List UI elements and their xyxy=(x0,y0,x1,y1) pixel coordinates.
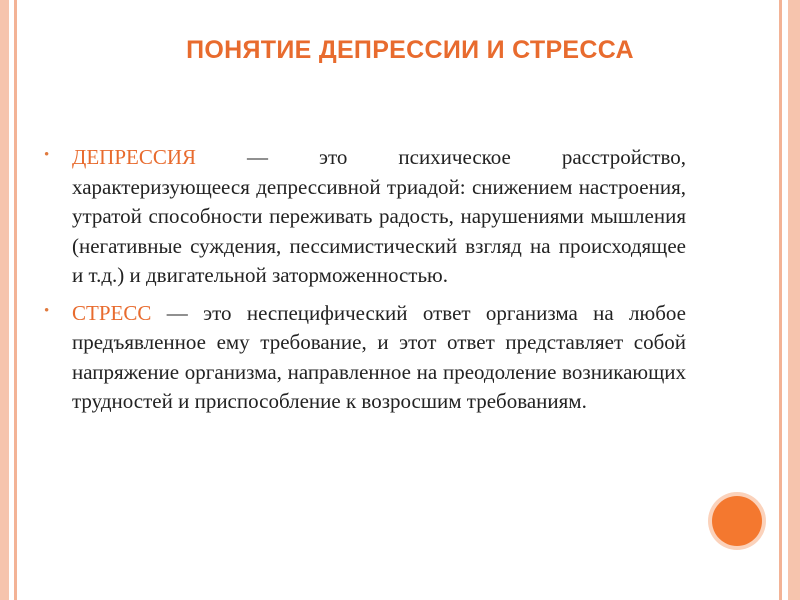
slide-title: ПОНЯТИЕ ДЕПРЕССИИ И СТРЕССА xyxy=(186,36,634,64)
right-border-bar xyxy=(788,0,800,600)
list-item-stress xyxy=(38,299,686,417)
term-stress: СТРЕСС xyxy=(72,300,152,325)
left-border-bar xyxy=(0,0,9,600)
decorative-circle xyxy=(712,496,762,546)
list-item-depression xyxy=(38,143,686,291)
bullet-icon: • xyxy=(44,147,50,163)
left-border-line xyxy=(14,0,17,600)
bullet-icon: • xyxy=(44,302,50,319)
definition-stress: — это неспецифический ответ организма на любое предъявленное ему требование, и этот ответ представляет собой напряжение организма, направленное на преодоление возникающих трудностей и приспособление к возросшим требованиям. xyxy=(72,300,686,413)
slide-content xyxy=(38,143,686,425)
right-border-line xyxy=(779,0,782,600)
definition-depression: — это психическое расстройство, характеризующееся депрессивной триадой: снижением настроения, утратой способности переживать радость, нарушениями мышления (негативные суждения, пессимистический взгляд на происходящее и т.д.) и двигательной заторможенностью. xyxy=(72,145,686,287)
term-depression: ДЕПРЕССИЯ xyxy=(72,145,197,169)
